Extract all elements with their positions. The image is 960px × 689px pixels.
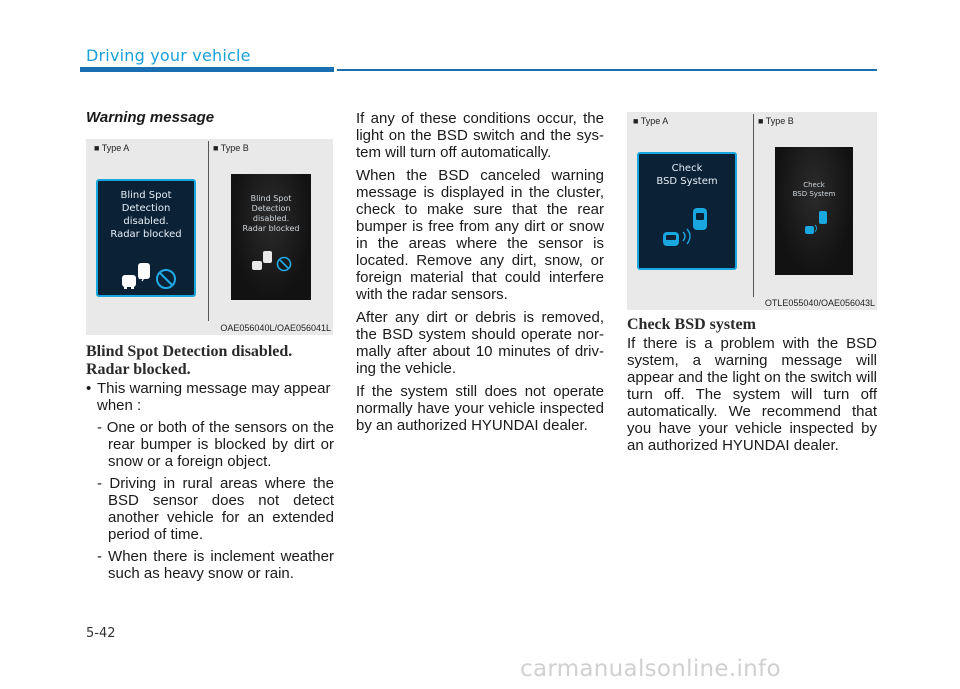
bullet-item bbox=[86, 380, 334, 414]
paragraph: If the system still does not operate normally have your vehicle inspected by an authorized HYUNDAI dealer. bbox=[356, 383, 604, 434]
cluster-screen-type-a bbox=[637, 152, 737, 270]
screen-a-line-1: Blind Spot bbox=[120, 190, 172, 201]
bullet-dot: • bbox=[86, 380, 92, 397]
figure-caption: OTLE055040/OAE056043L bbox=[764, 298, 875, 308]
figure-divider bbox=[753, 114, 754, 297]
sub-item-list bbox=[86, 419, 334, 582]
sub-item: - One or both of the sensors on the rear bumper is blocked by dirt or snow or a foreign object. bbox=[97, 419, 334, 470]
section-title: Driving your vehicle bbox=[86, 46, 251, 65]
bullet-intro-text: This warning message may appear when : bbox=[97, 380, 331, 414]
page-number: 5-42 bbox=[86, 626, 116, 641]
figure-type-b-label: ■ Type B bbox=[758, 116, 794, 126]
screen-b-line-1: Check bbox=[803, 181, 825, 189]
no-entry-icon bbox=[157, 270, 175, 288]
car-icon bbox=[252, 251, 272, 270]
figure-type-a-label: ■ Type A bbox=[633, 116, 669, 126]
bsd-disabled-subheading bbox=[86, 343, 336, 379]
middle-column bbox=[356, 110, 604, 434]
bsd-disabled-icon bbox=[120, 261, 180, 293]
figure-type-a-label: ■ Type A bbox=[94, 143, 130, 153]
sub-item: - When there is inclement weather such as heavy snow or rain. bbox=[97, 548, 334, 582]
check-bsd-figure bbox=[627, 112, 877, 310]
subheading-line-2: Radar blocked. bbox=[86, 361, 191, 378]
bsd-disabled-icon-b bbox=[251, 250, 295, 276]
screen-b-line-4: Radar blocked bbox=[242, 224, 300, 233]
screen-b-line-2: Detection bbox=[251, 204, 291, 213]
watermark: carmanualsonline.info bbox=[520, 656, 781, 682]
car-icon bbox=[122, 263, 150, 289]
bsd-car-pair-icon bbox=[657, 202, 721, 262]
header-rule-thick bbox=[80, 67, 334, 72]
figure-divider bbox=[208, 141, 209, 321]
car-icon bbox=[693, 208, 707, 230]
screen-b-line-2: BSD System bbox=[792, 190, 836, 198]
screen-a-line-4: Radar blocked bbox=[110, 229, 182, 240]
figure-type-b-label: ■ Type B bbox=[213, 143, 249, 153]
cluster-screen-type-b bbox=[231, 174, 311, 300]
paragraph: After any dirt or debris is removed, the BSD system should operate nor-mally after about 10 minutes of driv-ing the vehicle. bbox=[356, 309, 604, 377]
bsd-car-pair-icon bbox=[801, 207, 835, 243]
warning-message-heading: Warning message bbox=[86, 109, 215, 126]
bullet-list bbox=[86, 380, 334, 582]
cluster-screen-type-b bbox=[775, 147, 853, 275]
paragraph: When the BSD canceled warning message is displayed in the cluster, check to make sure that the rear bumper is free from any dirt or snow in the areas where the sensor is located. Remove any dirt, snow, or foreign material that could interfere with the radar sensors. bbox=[356, 167, 604, 303]
screen-a-line-2: BSD System bbox=[656, 176, 718, 187]
screen-a-line-3: disabled. bbox=[123, 216, 169, 227]
screen-b-line-3: disabled. bbox=[252, 214, 290, 223]
cluster-screen-type-a bbox=[96, 179, 196, 297]
screen-a-line-2: Detection bbox=[121, 203, 171, 214]
car-icon bbox=[663, 232, 679, 246]
subheading-line-1: Blind Spot Detection disabled. bbox=[86, 343, 293, 360]
sub-item: - Driving in rural areas where the BSD sensor does not detect another vehicle for an extended period of time. bbox=[97, 475, 334, 543]
check-bsd-paragraph: If there is a problem with the BSD system, a warning message will appear and the light on the switch will turn off. The system will turn off automatically. We recommend that you have your vehicle inspected by an authorized HYUNDAI dealer. bbox=[627, 335, 877, 454]
figure-caption: OAE056040L/OAE056041L bbox=[220, 323, 331, 333]
paragraph: If any of these conditions occur, the light on the BSD switch and the sys-tem will turn off automatically. bbox=[356, 110, 604, 161]
header-rule-thin bbox=[337, 69, 877, 71]
no-entry-icon bbox=[278, 258, 291, 271]
screen-a-line-1: Check bbox=[671, 163, 703, 174]
check-bsd-heading: Check BSD system bbox=[627, 316, 756, 333]
bsd-disabled-figure bbox=[86, 139, 333, 335]
screen-b-line-1: Blind Spot bbox=[250, 194, 292, 203]
